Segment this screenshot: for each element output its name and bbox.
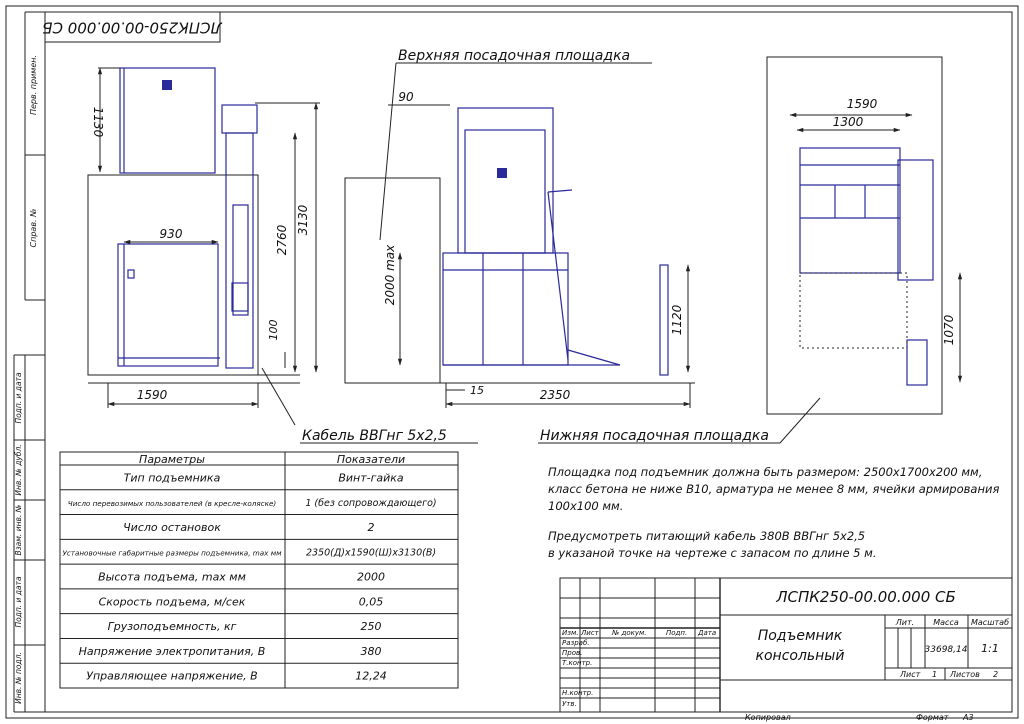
table-param-value: 2000 (357, 570, 385, 584)
dim-side-15: 15 (470, 384, 484, 397)
masshtab-value: 1:1 (981, 642, 999, 655)
dim-front-100: 100 (267, 319, 280, 341)
sidebar-inv-podl: Инв. № подл. (14, 652, 23, 704)
note-line-1: Площадка под подъемник должна быть размером: 2500х1700х200 мм, (548, 465, 983, 479)
format-label: Формат (916, 713, 949, 722)
lower-landing-label: Нижняя посадочная площадка (540, 428, 769, 444)
lower-gate (660, 265, 668, 375)
upper-landing-label: Верхняя посадочная площадка (398, 48, 631, 64)
list-label: Лист (900, 670, 921, 679)
plan-platform (800, 148, 900, 273)
left-sidebar (14, 12, 45, 712)
dim-side-90: 90 (398, 90, 414, 104)
product-name-2: консольный (755, 648, 845, 664)
cable-label: Кабель ВВГнг 5х2,5 (302, 428, 447, 444)
table-param-name: Тип подъемника (123, 471, 221, 485)
col-list: Лист (581, 629, 599, 637)
table-param-name: Скорость подъема, м/сек (98, 595, 246, 609)
table-param-name: Высота подъема, max мм (98, 570, 246, 584)
dim-front-1130: 1130 (91, 106, 105, 138)
sidebar-sprav: Справ. № (29, 208, 38, 248)
col-data: Дата (698, 629, 717, 637)
kopiroval-label: Копировал (745, 713, 791, 722)
sidebar-podp-1: Подп. и дата (14, 372, 23, 424)
dim-plan-1070: 1070 (942, 314, 956, 346)
table-param-value: Винт-гайка (338, 471, 404, 485)
side-view (345, 48, 695, 408)
format-value: А3 (963, 713, 974, 722)
sidebar-inv-dubl: Инв. № дубл. (14, 444, 23, 496)
sidebar-vzam: Взам. инв. № (14, 504, 23, 556)
table-param-value: 380 (360, 644, 382, 658)
dim-front-3130: 3130 (296, 204, 310, 236)
listov-label: Листов (950, 670, 980, 679)
table-param-name: Число перевозимых пользователей (в кресле-коляске) (67, 499, 277, 509)
dim-side-2000: 2000 max (383, 244, 397, 306)
sheet-border (6, 6, 1018, 718)
sidebar-podp-2: Подп. и дата (14, 576, 23, 628)
row-prov: Пров. (562, 649, 583, 657)
dim-plan-1300: 1300 (832, 115, 864, 129)
massa-label: Масса (933, 618, 959, 627)
masshtab-label: Масштаб (970, 618, 1010, 627)
table-param-value: 2350(Д)х1590(Ш)х3130(В) (305, 547, 437, 559)
col-docum: № докум. (612, 629, 647, 637)
title-block (560, 578, 1012, 722)
wheelchair-icon (162, 80, 172, 90)
table-param-value: 1 (без сопровождающего) (305, 498, 437, 510)
sidebar-perv: Перв. примен. (29, 54, 38, 116)
table-param-name: Управляющее напряжение, В (86, 669, 258, 683)
dim-front-930: 930 (159, 227, 183, 241)
table-header-values: Показатели (336, 453, 406, 466)
dim-side-1120: 1120 (670, 304, 684, 336)
wheelchair-icon-side (497, 168, 507, 178)
col-izm: Изм. (562, 629, 579, 637)
massa-value: 33698,14 (924, 645, 968, 655)
side-cabin (465, 130, 545, 253)
product-name-1: Подъемник (757, 628, 843, 644)
dim-plan-1590: 1590 (846, 97, 878, 111)
table-param-value: 2 (367, 520, 375, 534)
row-razrab: Разраб. (562, 639, 590, 647)
dim-side-2350: 2350 (539, 388, 571, 402)
doc-code: ЛСПК250-00.00.000 СБ (776, 588, 956, 606)
row-utv: Утв. (562, 700, 577, 708)
table-header-params: Параметры (139, 453, 205, 466)
note-line-3: 100х100 мм. (548, 499, 624, 513)
row-nkontr: Н.контр. (562, 689, 594, 697)
note-line-5: в указаной точке на чертеже с запасом по длине 5 м. (548, 546, 877, 560)
col-podp: Подп. (666, 629, 688, 637)
note-line-4: Предусмотреть питающий кабель 380В ВВГнг 5х2,5 (548, 529, 866, 543)
platform-door (118, 244, 218, 366)
row-tkontr: Т.контр. (562, 659, 593, 667)
lit-label: Лит. (895, 618, 915, 627)
table-param-name: Напряжение электропитания, В (78, 644, 266, 658)
table-param-name: Установочные габаритные размеры подъемника, max мм (62, 548, 282, 558)
table-param-value: 250 (360, 620, 382, 634)
front-view (88, 68, 320, 425)
params-table (60, 452, 458, 688)
table-param-name: Грузоподъемность, кг (107, 620, 237, 634)
table-param-value: 0,05 (358, 595, 384, 609)
list-value: 1 (932, 670, 938, 679)
listov-value: 2 (993, 670, 999, 679)
notes (548, 465, 999, 560)
dim-front-2760: 2760 (275, 224, 289, 256)
table-param-name: Число остановок (123, 520, 221, 534)
plan-view (767, 57, 960, 414)
lift-column (226, 133, 253, 368)
code-top: ЛСПК250-00.00.000 СБ (42, 18, 222, 37)
note-line-2: класс бетона не ниже В10, арматура не менее 8 мм, ячейки армирования (548, 482, 1000, 496)
dim-front-1590: 1590 (136, 388, 168, 402)
table-param-value: 12,24 (355, 669, 387, 683)
